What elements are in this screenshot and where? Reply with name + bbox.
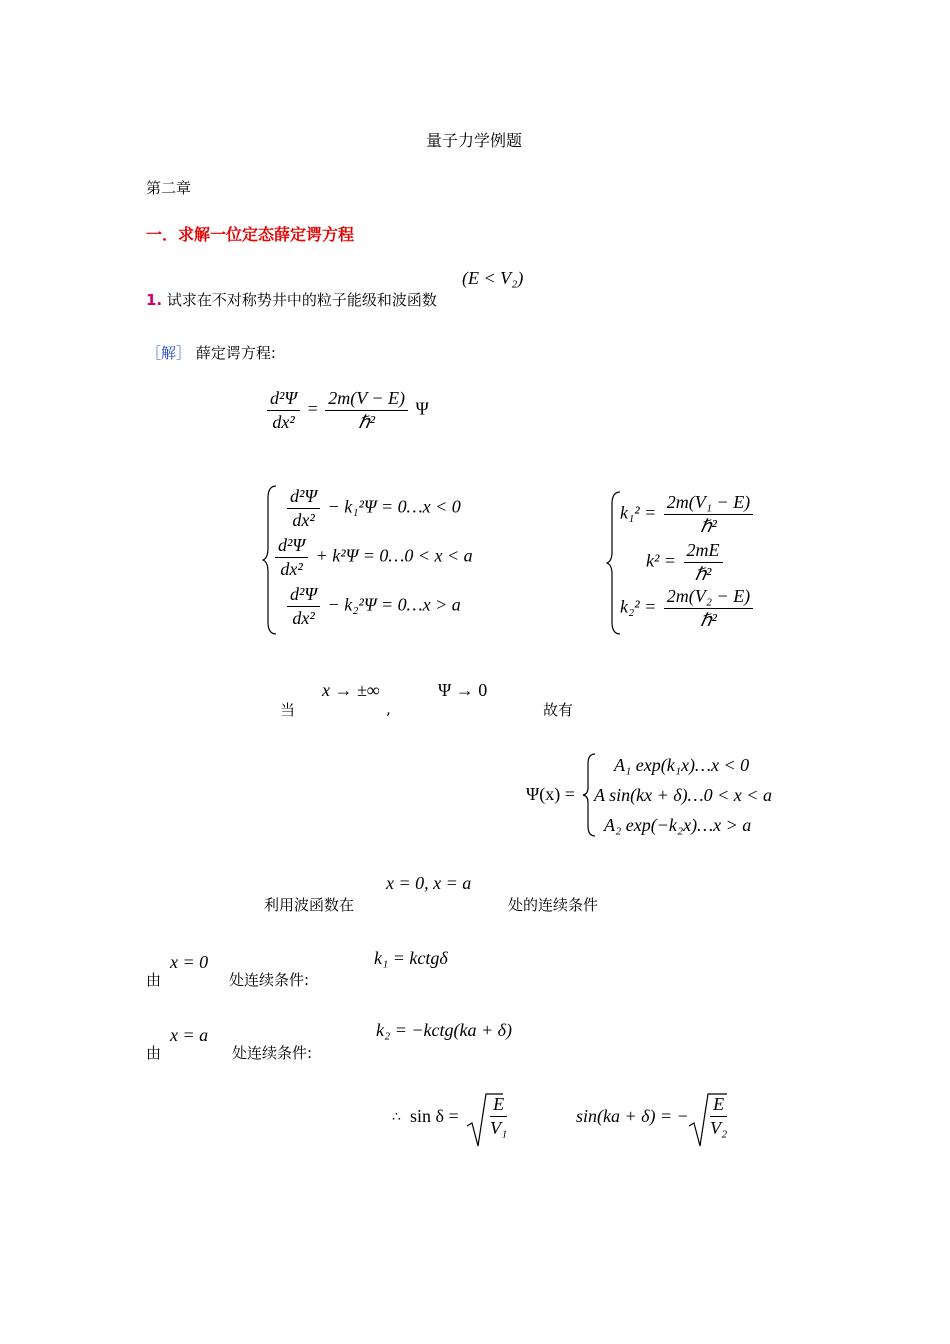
solution-intro (146, 342, 276, 363)
therefore-symbol: ∴ (392, 1110, 401, 1125)
final-left-lhs: sin δ = (410, 1106, 459, 1126)
final-right-lhs: sin(ka + δ) = − (576, 1106, 689, 1126)
problem-statement (146, 289, 437, 310)
boundary-guyou: 故有 (543, 701, 574, 719)
cond-xa-result: k₂ = −kctg(ka + δ) (376, 1020, 513, 1040)
def-k: k² = $\frac{2mE}{\text{ℏ²}}$ (646, 540, 726, 584)
final-left-frac: $\frac{E}{\text{V₁}}$ (490, 1094, 508, 1138)
system-row-1: $\frac{\text{d²Ψ}}{\text{dx²}}$ − k₁²Ψ = 0…x < 0 (284, 486, 461, 530)
system-row-2: $\frac{\text{d²Ψ}}{\text{dx²}}$ + k²Ψ = 0…0 < x < a (272, 535, 473, 579)
system-row-3: $\frac{\text{d²Ψ}}{\text{dx²}}$ − k₂²Ψ = 0…x > a (284, 584, 461, 628)
problem-text: 试求在不对称势井中的粒子能级和波函数 (166, 291, 437, 309)
cond-xa-you: 由 (146, 1044, 162, 1062)
boundary-comma: , (386, 700, 391, 718)
cond-x0-at: x = 0 (170, 952, 209, 972)
continuity-points: x = 0, x = a (386, 873, 472, 893)
continuity-prefix: 利用波函数在 (264, 896, 355, 914)
cond-xa-label: 处连续条件: (232, 1044, 313, 1062)
wavefunction-lhs: Ψ(x) = (526, 784, 575, 804)
boundary-dang: 当 (280, 701, 296, 719)
boundary-cond2: Ψ → 0 (438, 680, 488, 700)
final-right-frac: $\frac{E}{\text{V₂}}$ (710, 1094, 728, 1138)
def-k1: k₁² = $\frac{\text{2m(V₁ − E)}}{\text{ℏ²}}$ (620, 492, 756, 536)
def-k2: k₂² = $\frac{\text{2m(V₂ − E)}}{\text{ℏ²}}$ (620, 586, 756, 630)
boundary-cond1: x → ±∞ (322, 680, 380, 700)
chapter-heading: 第二章 (146, 179, 192, 197)
cond-x0-you: 由 (146, 971, 162, 989)
cond-x0-result: k₁ = kctgδ (374, 948, 448, 968)
cond-xa-at: x = a (170, 1025, 209, 1045)
problem-number: 1. (146, 291, 163, 309)
problem-condition: (E < V₂) (462, 268, 524, 288)
continuity-suffix: 处的连续条件 (508, 896, 599, 914)
solution-intro-text: 薛定谔方程: (195, 344, 276, 362)
cond-x0-label: 处连续条件: (229, 971, 310, 989)
wavefunction-case-2: A sin(kx + δ)…0 < x < a (594, 785, 772, 805)
section-heading: 一．求解一位定态薛定谔方程 (146, 225, 355, 244)
solution-tag: ［解］ (146, 344, 192, 362)
schrodinger-equation: $\frac{\text{d²Ψ}}{\text{dx²}}$ = $\frac{2m(V - E)}{\text{ℏ²}}$ Ψ (264, 388, 429, 432)
page-title: 量子力学例题 (426, 131, 523, 150)
wavefunction-case-3: A₂ exp(−k₂x)…x > a (604, 815, 752, 835)
wavefunction-case-1: A₁ exp(k₁x)…x < 0 (614, 755, 750, 775)
